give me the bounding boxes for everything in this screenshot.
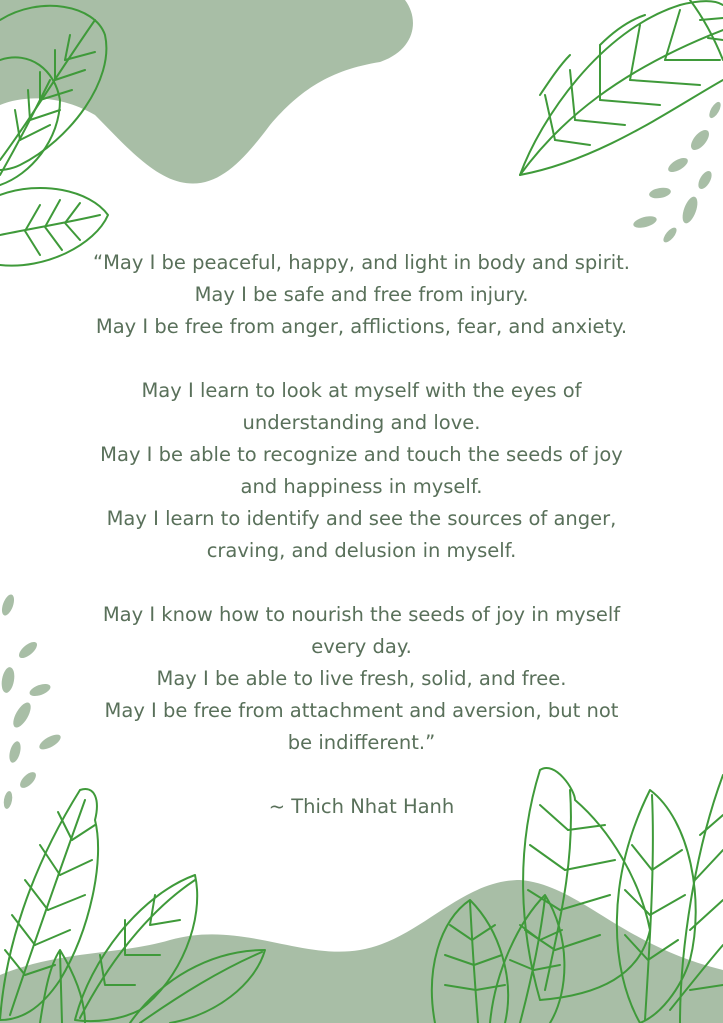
quote-line: May I learn to look at myself with the eyes of xyxy=(141,379,582,402)
quote-line: understanding and love. xyxy=(242,411,481,434)
dots-top-right xyxy=(632,100,723,244)
stanza-gap xyxy=(60,343,663,375)
bottom-blob xyxy=(0,880,723,1023)
top-blob xyxy=(0,0,413,183)
quote-line: May I know how to nourish the seeds of joy in myself xyxy=(102,603,621,626)
quote-line: May I be able to live fresh, solid, and free. xyxy=(156,667,567,690)
leaf-icon xyxy=(690,0,723,60)
quote-line: May I be safe and free from injury. xyxy=(194,283,529,306)
quote-line: every day. xyxy=(311,635,412,658)
stanza-gap xyxy=(60,567,663,599)
quote-text xyxy=(60,247,663,823)
quote-line: May I be free from attachment and aversion, but not xyxy=(104,699,619,722)
quote-line: be indifferent.” xyxy=(287,731,436,754)
quote-line: May I learn to identify and see the sources of anger, xyxy=(106,507,617,530)
quote-line: and happiness in myself. xyxy=(240,475,483,498)
attribution: ~ Thich Nhat Hanh xyxy=(268,795,455,818)
quote-line: May I be able to recognize and touch the seeds of joy xyxy=(100,443,623,466)
quote-line: “May I be peaceful, happy, and light in body and spirit. xyxy=(92,251,631,274)
quote-line: craving, and delusion in myself. xyxy=(206,539,517,562)
dots-left xyxy=(0,593,63,810)
quote-line: May I be free from anger, afflictions, fear, and anxiety. xyxy=(95,315,628,338)
